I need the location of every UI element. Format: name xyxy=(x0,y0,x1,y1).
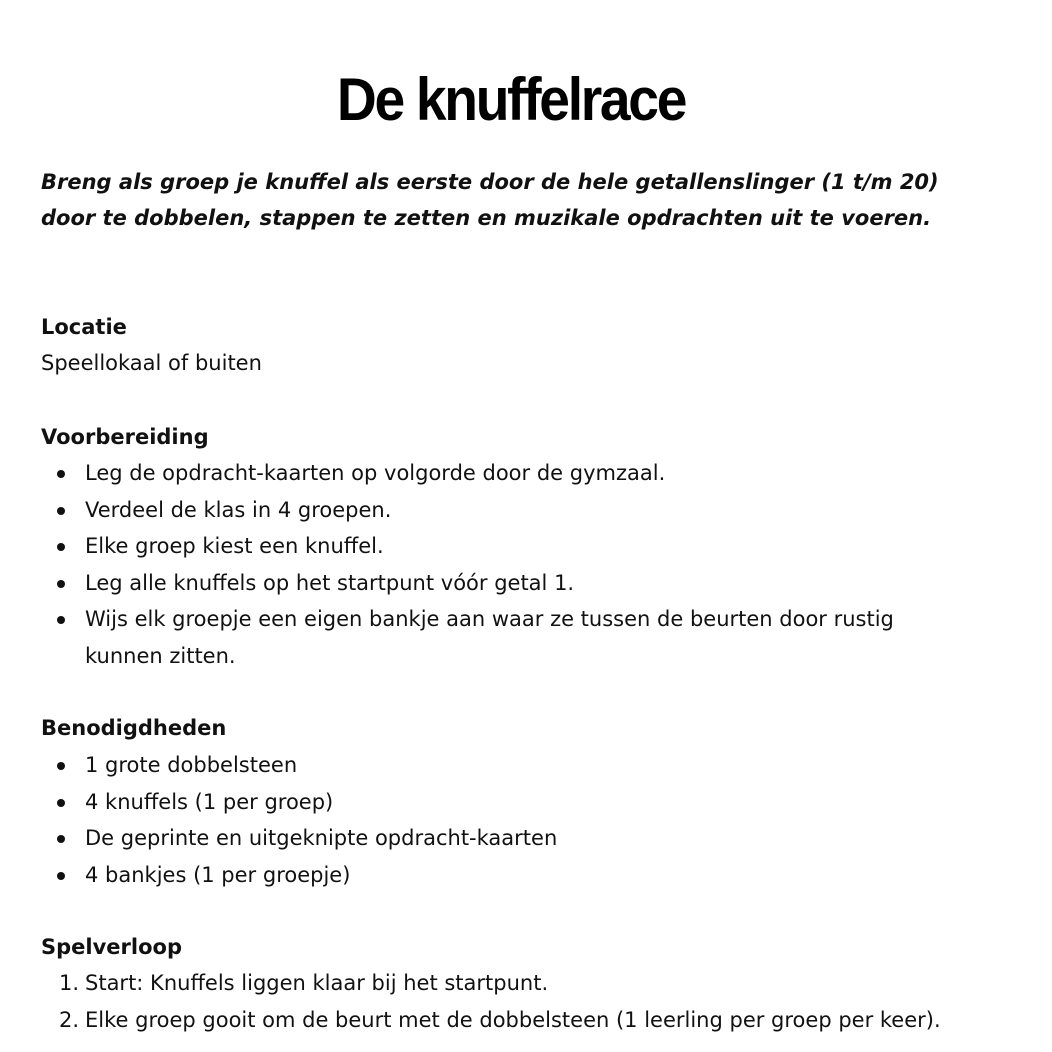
list-item xyxy=(41,965,976,1002)
list-item: Leg alle knuffels op het startpunt vóór getal 1. xyxy=(41,565,976,602)
document-title: De knuffelrace xyxy=(336,66,686,133)
list-item: 4 knuffels (1 per groep) xyxy=(41,784,976,821)
list-item: Wijs elk groepje een eigen bankje aan waar ze tussen de beurten door rustig kunnen zitten. xyxy=(41,601,976,674)
locatie-text: Speellokaal of buiten xyxy=(41,351,262,375)
list-item: De geprinte en uitgeknipte opdracht-kaarten xyxy=(41,820,976,857)
step-number: 2. xyxy=(59,1007,80,1032)
list-item: 1 grote dobbelsteen xyxy=(41,747,976,784)
spelverloop-heading: Spelverloop xyxy=(41,935,182,959)
spelverloop-list xyxy=(41,965,976,1038)
step-number: 1. xyxy=(59,971,80,995)
voorbereiding-heading: Voorbereiding xyxy=(41,425,209,449)
intro-text: Breng als groep je knuffel als eerste door de hele getallenslinger (1 t/m 20) door te dobbelen, stappen te zetten en muzikale opdrachten uit te voeren. xyxy=(41,170,939,230)
list-item: 4 bankjes (1 per groepje) xyxy=(41,857,976,894)
list-item: Verdeel de klas in 4 groepen. xyxy=(41,492,976,529)
benodigdheden-list xyxy=(41,747,976,893)
benodigdheden-heading: Benodigdheden xyxy=(41,716,227,740)
voorbereiding-list xyxy=(41,455,976,674)
locatie-heading: Locatie xyxy=(41,315,127,339)
list-item: Leg de opdracht-kaarten op volgorde door de gymzaal. xyxy=(41,455,976,492)
step-text: Start: Knuffels liggen klaar bij het startpunt. xyxy=(85,971,549,995)
list-item xyxy=(41,1002,976,1039)
list-item: Elke groep kiest een knuffel. xyxy=(41,528,976,565)
step-text: Elke groep gooit om de beurt met de dobbelsteen (1 leerling per groep per keer). xyxy=(85,1007,941,1032)
